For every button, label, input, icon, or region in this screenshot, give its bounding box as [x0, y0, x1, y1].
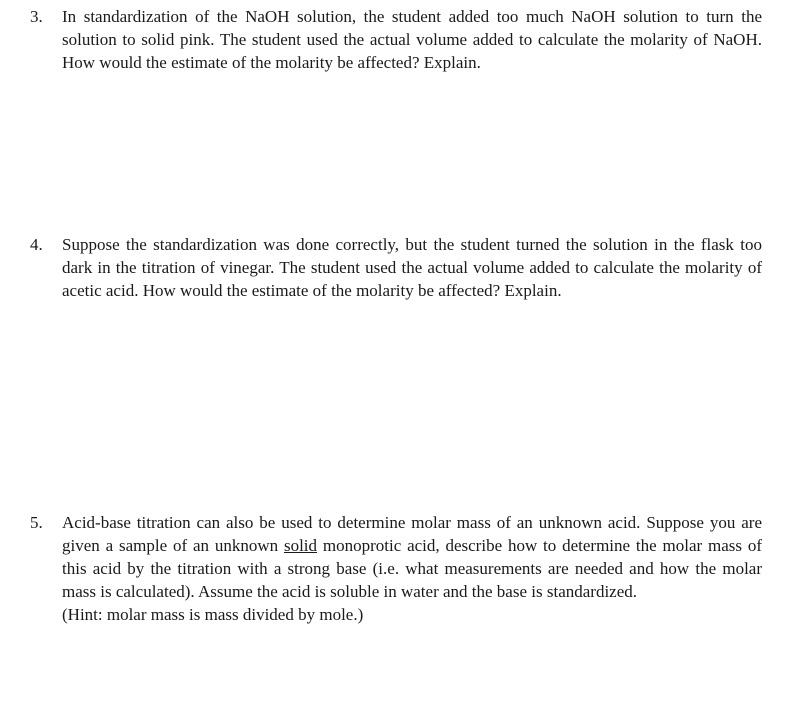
question-number: 3.: [30, 7, 43, 26]
question-text-part: monoprotic acid, describe how to determine the molar mass of this acid by the titration with a strong base (i.e. what measurements are needed and how the molar mass is calculated). Assume the acid is soluble in water and the base is standardized.: [62, 536, 762, 601]
question-number: 4.: [30, 235, 43, 254]
question-5: [30, 511, 762, 626]
question-hint: (Hint: molar mass is mass divided by mole.): [62, 605, 364, 624]
question-body: [62, 5, 762, 74]
question-4: [30, 233, 762, 302]
question-number: 5.: [30, 513, 43, 532]
question-text: [62, 511, 762, 603]
question-text: Suppose the standardization was done correctly, but the student turned the solution in the flask too dark in the titration of vinegar. The student used the actual volume added to calculate the molarity of acetic acid. How would the estimate of the molarity be affected? Explain.: [62, 235, 762, 300]
question-text: In standardization of the NaOH solution, the student added too much NaOH solution to turn the solution to solid pink. The student used the actual volume added to calculate the molarity of NaOH. How would the estimate of the molarity be affected? Explain.: [62, 7, 762, 72]
underlined-word: solid: [283, 536, 318, 555]
question-body: [62, 233, 762, 302]
question-text-part: Acid-base titration can also be used to determine molar mass of an unknown acid. Suppose you are given a sample of an unknown: [62, 513, 762, 555]
question-body: [62, 511, 762, 626]
question-3: [30, 5, 762, 74]
